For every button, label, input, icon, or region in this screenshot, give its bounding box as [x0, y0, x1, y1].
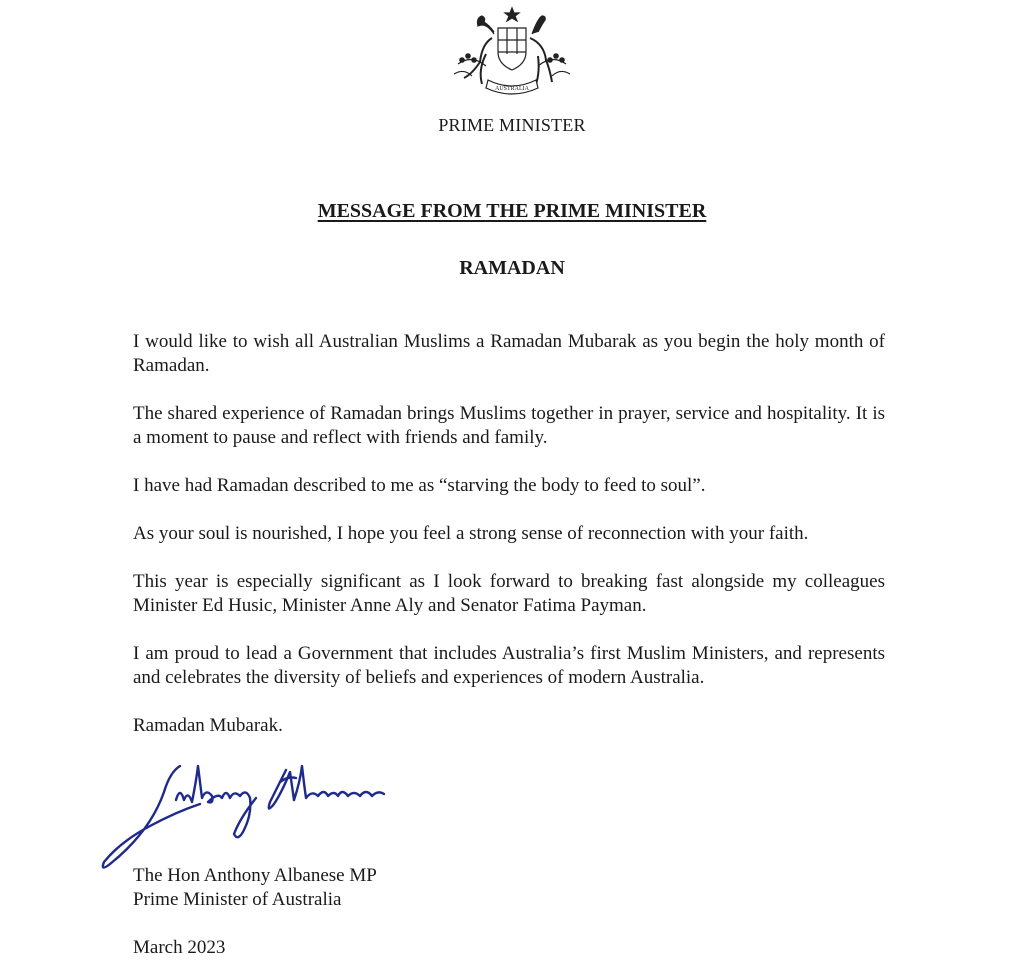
paragraph-soul: As your soul is nourished, I hope you feel a strong sense of reconnection with your faith.	[133, 523, 809, 544]
paragraph-greeting: I would like to wish all Australian Muslims a Ramadan Mubarak as you begin the holy month of Ramadan.	[133, 331, 885, 376]
paragraph-government: I am proud to lead a Government that includes Australia’s first Muslim Ministers, and represents and celebrates the diversity of beliefs and experiences of modern Australia.	[133, 643, 885, 688]
office-heading: PRIME MINISTER	[438, 115, 586, 135]
letter-date: March 2023	[133, 937, 226, 958]
signatory-name: The Hon Anthony Albanese MP	[133, 865, 377, 886]
paragraph-description: I have had Ramadan described to me as “starving the body to feed to soul”.	[133, 475, 706, 496]
signatory-block	[133, 864, 377, 912]
document-subtitle: RAMADAN	[459, 257, 565, 279]
handwritten-signature-icon	[80, 752, 420, 882]
coat-of-arms-icon	[442, 4, 582, 104]
signatory-title: Prime Minister of Australia	[133, 889, 342, 910]
paragraph-shared-experience: The shared experience of Ramadan brings Muslims together in prayer, service and hospitality. It is a moment to pause and reflect with friends and family.	[133, 403, 885, 448]
paragraph-colleagues: This year is especially significant as I look forward to breaking fast alongside my colleagues Minister Ed Husic, Minister Anne Aly and Senator Fatima Payman.	[133, 571, 885, 616]
closing-line: Ramadan Mubarak.	[133, 715, 283, 736]
document-title: MESSAGE FROM THE PRIME MINISTER	[317, 200, 707, 222]
svg-text:AUSTRALIA: AUSTRALIA	[495, 86, 529, 92]
letter-body	[133, 330, 885, 762]
